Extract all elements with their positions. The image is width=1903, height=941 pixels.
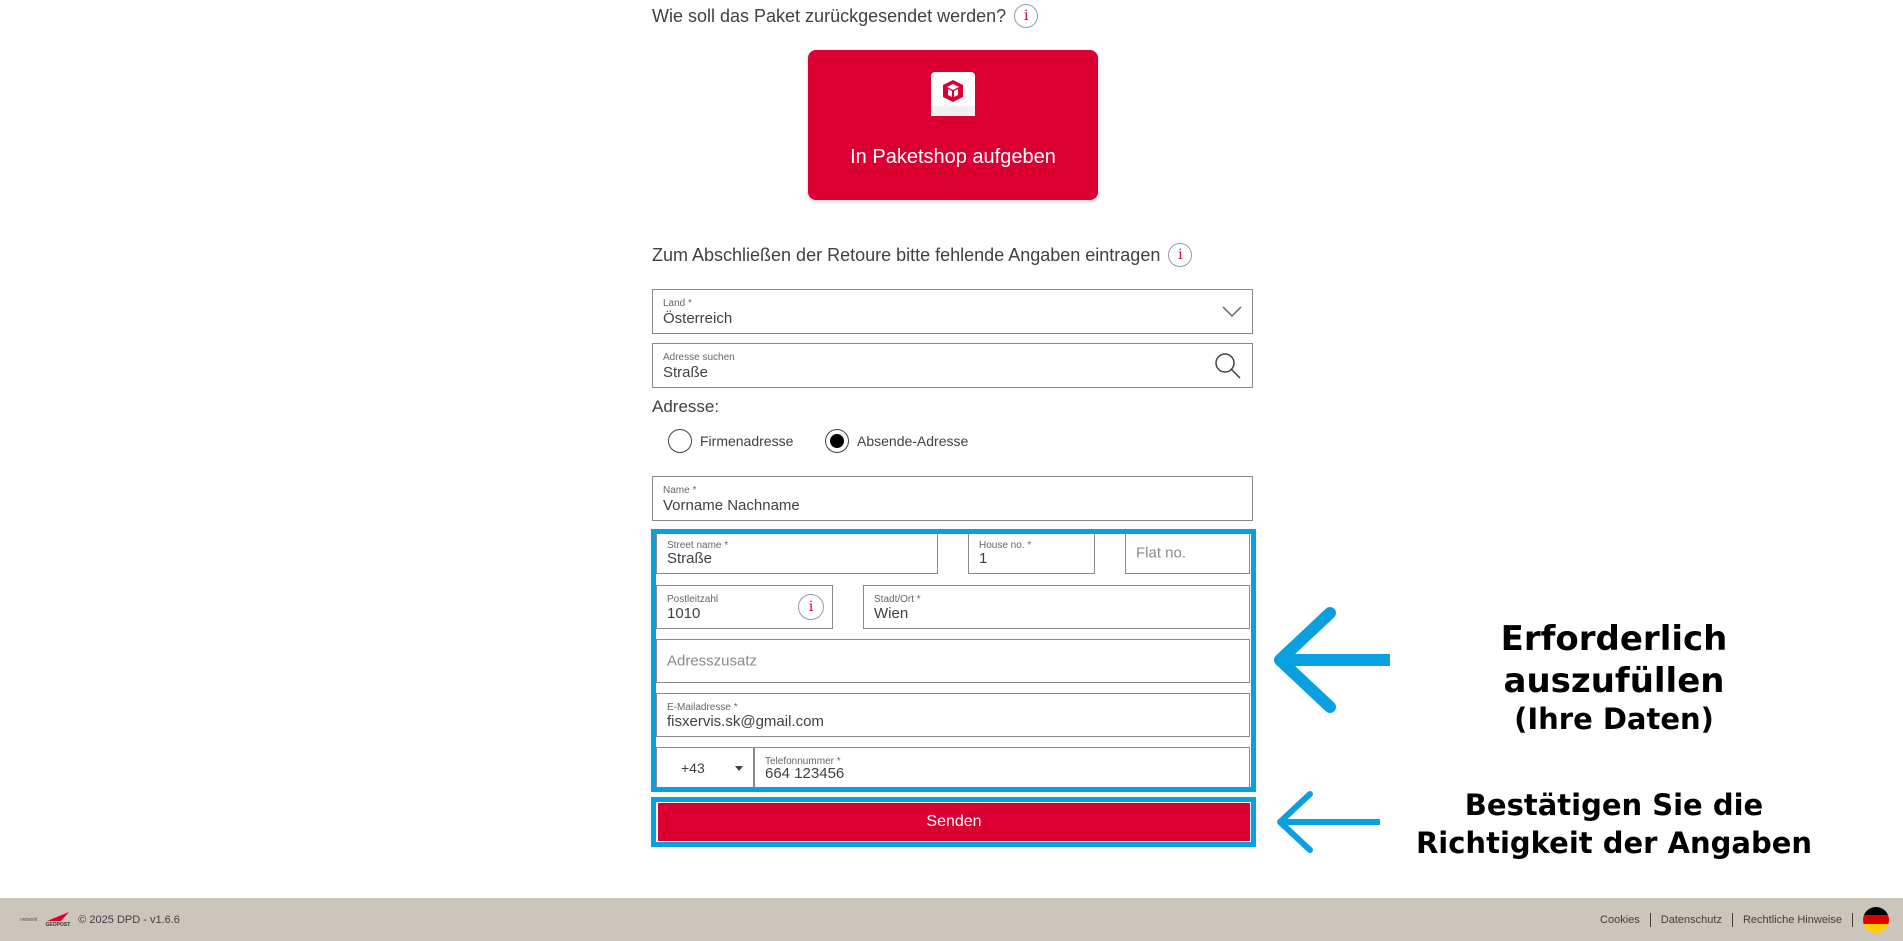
annotation-required-line2: (Ihre Daten) — [1514, 702, 1714, 736]
city-label: Stadt/Ort * — [874, 594, 921, 605]
annotation-confirm-line2: Richtigkeit der Angaben — [1415, 826, 1813, 860]
phone-prefix-value: +43 — [681, 760, 705, 776]
return-method-title — [652, 4, 1038, 28]
name-value: Vorname Nachname — [663, 497, 800, 514]
house-number-label: House no. * — [979, 540, 1032, 551]
city-value: Wien — [874, 605, 909, 622]
radio-circle-selected[interactable] — [825, 429, 849, 453]
annotation-required-line1: Erforderlich auszufüllen — [1500, 619, 1728, 701]
email-label: E-Mailadresse * — [667, 702, 738, 713]
annotation-required — [1400, 618, 1828, 736]
geopost-arrow-icon — [47, 912, 69, 922]
footer-left — [20, 898, 180, 941]
divider — [1650, 913, 1651, 927]
divider — [1732, 913, 1733, 927]
geopost-logo: GEOPOST — [46, 912, 71, 928]
arrow-left-icon — [1265, 605, 1390, 715]
annotation-confirm-line1: Bestätigen Sie die — [1464, 788, 1764, 822]
footer-link-legal[interactable]: Rechtliche Hinweise — [1742, 913, 1842, 926]
submit-button[interactable]: Senden — [658, 803, 1250, 841]
footer-links — [1600, 898, 1889, 941]
phone-value: 664 123456 — [765, 765, 845, 782]
country-select[interactable] — [652, 289, 1253, 334]
email-value: fisxervis.sk@gmail.com — [667, 713, 824, 730]
address-search-value: Straße — [663, 364, 709, 381]
postcode-label: Postleitzahl — [667, 594, 719, 605]
country-value: Österreich — [663, 310, 733, 327]
paketshop-option-label: In Paketshop aufgeben — [850, 146, 1056, 168]
name-input[interactable] — [652, 476, 1253, 521]
missing-info-title-text: Zum Abschließen der Retoure bitte fehlende Angaben eintragen — [652, 244, 1161, 265]
german-flag-icon[interactable] — [1863, 907, 1889, 933]
required-fields-highlight — [651, 529, 1256, 792]
radio-sender-address[interactable] — [825, 429, 968, 453]
street-label: Street name * — [667, 540, 729, 551]
info-icon[interactable]: i — [1014, 4, 1038, 28]
radio-label: Firmenadresse — [700, 433, 794, 449]
name-label: Name * — [663, 485, 697, 496]
footer-link-privacy[interactable]: Datenschutz — [1660, 913, 1722, 926]
chevron-down-icon — [1222, 306, 1242, 318]
footer-link-cookies[interactable]: Cookies — [1600, 913, 1640, 926]
info-icon[interactable]: i — [798, 594, 824, 620]
info-icon[interactable]: i — [1168, 243, 1192, 267]
search-icon[interactable] — [1214, 352, 1242, 380]
house-number-value: 1 — [979, 550, 988, 567]
street-value: Straße — [667, 550, 713, 567]
paketshop-option-button[interactable] — [808, 50, 1098, 200]
radio-company-address[interactable] — [668, 429, 793, 453]
address-search-input[interactable] — [652, 343, 1253, 388]
network-logo: network — [20, 916, 38, 923]
country-label: Land * — [663, 298, 692, 309]
phone-label: Telefonnummer * — [765, 756, 841, 767]
radio-circle[interactable] — [668, 429, 692, 453]
parcel-shop-icon — [931, 72, 975, 116]
address-search-label: Adresse suchen — [663, 352, 735, 363]
missing-info-title — [652, 243, 1192, 267]
flat-number-placeholder: Flat no. — [1136, 544, 1187, 561]
address-type-label: Adresse: — [652, 397, 720, 416]
divider — [1852, 913, 1853, 927]
arrow-left-icon — [1272, 790, 1380, 855]
radio-label: Absende-Adresse — [857, 433, 969, 449]
copyright: © 2025 DPD - v1.6.6 — [78, 913, 180, 926]
postcode-value: 1010 — [667, 605, 701, 622]
annotation-confirm — [1400, 786, 1828, 862]
return-method-title-text: Wie soll das Paket zurückgesendet werden? — [652, 5, 1007, 26]
address-extra-placeholder: Adresszusatz — [667, 652, 758, 670]
footer — [0, 898, 1903, 941]
